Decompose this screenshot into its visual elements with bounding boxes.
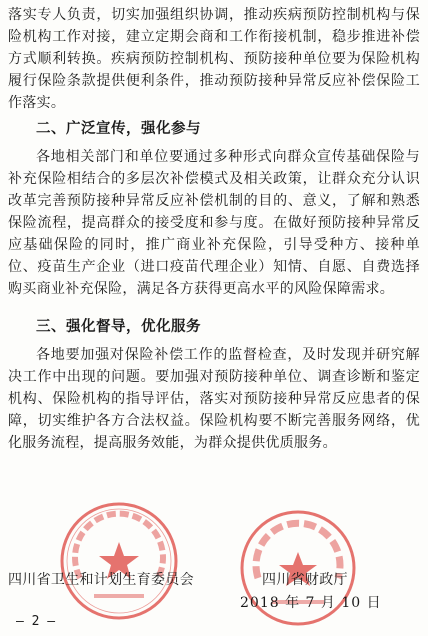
body-paragraph-3: 各地要加强对保险补偿工作的监督检查，及时发现并研究解决工作中出现的问题。要加强对预防接种单位、调查诊断和鉴定机构、保险机构的指导评估，落实对预防接种异常反应患者的保障，切实维护各方合法权益。保险机构要不断完善服务网络，优化服务流程，提高服务效能，为群众提供优质服务。 bbox=[8, 347, 420, 451]
page-number: — 2 — bbox=[16, 614, 56, 629]
section-heading-2: 二、广泛宣传，强化参与 bbox=[36, 121, 201, 137]
signature-right: 四川省财政厅 bbox=[262, 572, 348, 588]
section-heading-3: 三、强化督导，优化服务 bbox=[36, 319, 201, 335]
health-commission-seal bbox=[58, 500, 180, 622]
body-paragraph-1: 落实专人负责，切实加强组织协调，推动疾病预防控制机构与保险机构工作对接，建立定期会商和工作衔接机制，稳步推进补偿方式顺利转换。疾病预防控制机构、预防接种单位要为保险机构履行保险条款提供便利条件，推动预防接种异常反应补偿保险工作落实。 bbox=[8, 7, 420, 111]
signature-date: 2018 年 7 月 10 日 bbox=[240, 595, 382, 611]
body-paragraph-2: 各地相关部门和单位要通过多种形式向群众宣传基础保险与补充保险相结合的多层次补偿模式及相关政策，让群众充分认识改革完善预防接种异常反应补偿机制的目的、意义，了解和熟悉保险流程，提高群众的接受度和参与度。在做好预防接种异常反应基础保险的同时，推广商业补充保险，引导受种方、接种单位、疫苗生产企业（进口疫苗代理企业）知情、自愿、自费选择购买商业补充保险，满足各方获得更高水平的风险保障需求。 bbox=[8, 149, 420, 297]
signature-left: 四川省卫生和计划生育委员会 bbox=[8, 572, 194, 588]
